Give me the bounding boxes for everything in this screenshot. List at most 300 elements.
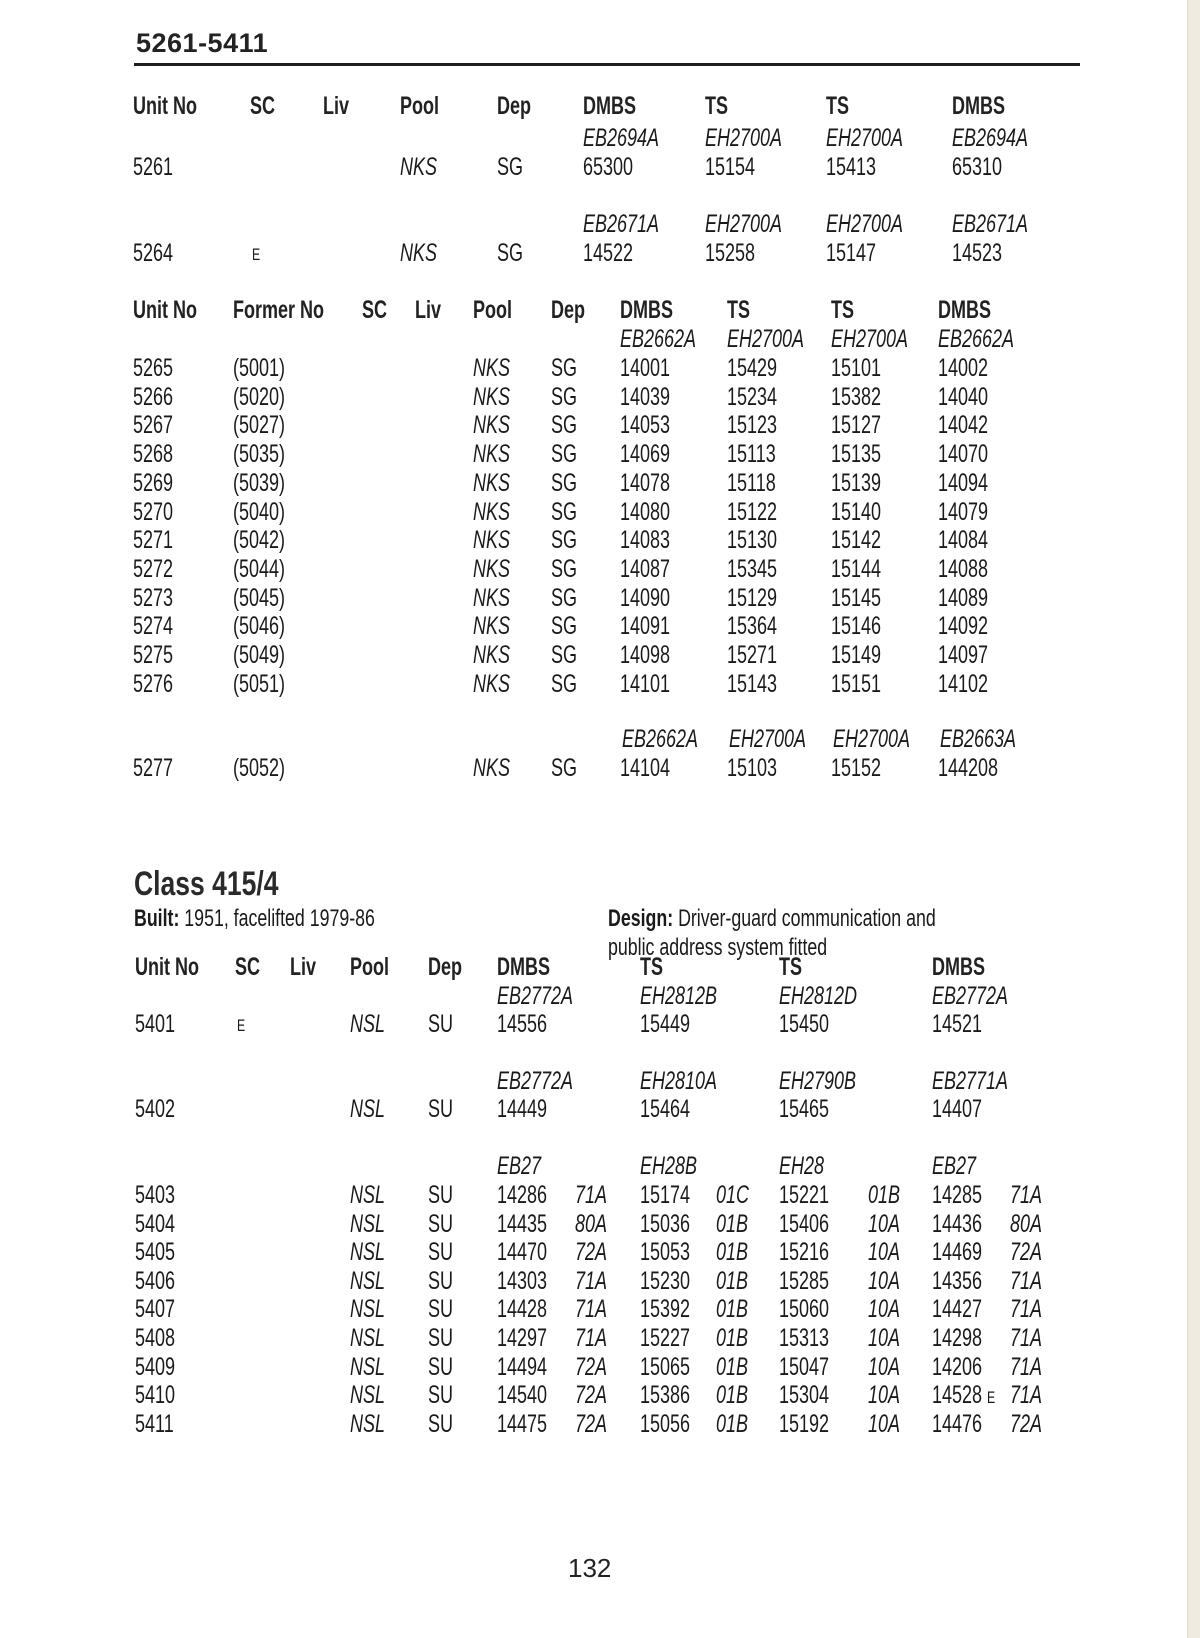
car-number [620, 498, 690, 527]
car-number-text: 14206 [932, 1352, 983, 1381]
unit-number-text: 5405 [135, 1238, 176, 1267]
former-number-text: (5044) [233, 554, 286, 583]
car-number [727, 440, 795, 469]
car-number-text: 15147 [826, 239, 877, 267]
pool-code-text: NKS [473, 641, 511, 669]
car-number-text: 14091 [620, 612, 671, 641]
unit-number-text: 5274 [133, 612, 174, 641]
car-number-text: 15304 [779, 1381, 830, 1410]
unit-number [133, 754, 189, 783]
unit-number [133, 239, 189, 268]
car-number [831, 555, 901, 584]
car-number-text: 14298 [932, 1324, 983, 1352]
depot-code-text: SU [428, 1381, 454, 1410]
car-number-text: 14435 [497, 1209, 548, 1238]
car-number-text: 14040 [938, 382, 989, 411]
car-suffix [868, 1210, 912, 1239]
car-number [640, 1010, 710, 1039]
car-number [497, 1210, 567, 1239]
depot-code-text: SG [551, 641, 578, 669]
column-header-text: TS [831, 296, 855, 324]
car-number [952, 239, 1022, 268]
car-number-text: 14097 [938, 641, 989, 669]
car-number-text: 15103 [727, 754, 778, 782]
car-suffix-text: 10A [868, 1324, 901, 1352]
car-number [727, 555, 797, 584]
column-header [133, 92, 222, 121]
design-code [932, 982, 1038, 1011]
car-number-text: 15127 [831, 411, 882, 440]
unit-number-text: 5406 [135, 1266, 176, 1295]
unit-number [133, 383, 189, 412]
design-code [940, 725, 1046, 754]
former-number-text: (5045) [233, 583, 286, 612]
car-number [826, 239, 896, 268]
car-number [938, 469, 1008, 498]
car-suffix-text: 72A [575, 1238, 608, 1267]
unit-number [135, 1181, 191, 1210]
car-number-text: 15144 [831, 554, 882, 583]
car-number-text: 15258 [705, 239, 756, 267]
pool-code-text: NSL [350, 1352, 386, 1381]
car-number-text: 14078 [620, 468, 671, 497]
unit-number-text: 5410 [135, 1381, 176, 1410]
car-number [497, 1267, 567, 1296]
car-suffix-text: 80A [1010, 1209, 1043, 1238]
car-number [938, 670, 1008, 699]
car-number-text: 15145 [831, 583, 882, 612]
car-suffix-text: 71A [575, 1295, 608, 1324]
car-suffix-text: 01B [716, 1409, 749, 1438]
car-number-text: 14494 [497, 1352, 548, 1381]
car-number [640, 1381, 710, 1410]
car-number-text: 14070 [938, 440, 989, 469]
car-number-text: 15345 [727, 554, 778, 583]
unit-number [135, 1238, 191, 1267]
sc-mark-text: E [987, 1388, 996, 1408]
depot-code [551, 584, 587, 613]
pool-code [350, 1324, 399, 1353]
car-suffix [1010, 1267, 1054, 1296]
depot-code-text: SG [551, 554, 578, 583]
pool-code [350, 1381, 399, 1410]
car-number-text: 15139 [831, 468, 882, 497]
header-rule [134, 63, 1080, 66]
column-header [583, 92, 657, 121]
pool-code [473, 354, 524, 383]
column-header [779, 953, 811, 982]
former-number-text: (5039) [233, 468, 286, 497]
car-suffix-text: 71A [1010, 1352, 1043, 1381]
design-code-text: EH28 [779, 1152, 825, 1180]
depot-code-text: SG [551, 440, 578, 469]
unit-number [133, 440, 189, 469]
column-header-text: Former No [233, 296, 325, 324]
column-header [551, 296, 598, 325]
unit-number [133, 670, 189, 699]
unit-number-text: 5409 [135, 1352, 176, 1381]
car-suffix-text: 71A [1010, 1181, 1043, 1209]
design-code-text: EB2694A [952, 124, 1029, 152]
car-suffix-text: 72A [575, 1381, 608, 1410]
pool-code [473, 498, 524, 527]
pool-code [350, 1410, 399, 1439]
column-header [473, 296, 527, 325]
pool-code-text: NSL [350, 1209, 386, 1238]
car-number [932, 1324, 1002, 1353]
pool-code-text: NSL [350, 1381, 386, 1410]
car-number-text: 14303 [497, 1266, 548, 1295]
design-code-text: EH2700A [705, 210, 783, 238]
design-code-text: EH2810A [640, 1067, 718, 1095]
pool-code [350, 1353, 399, 1382]
design-code-text: EB2771A [932, 1067, 1009, 1095]
pool-code-text: NSL [350, 1266, 386, 1295]
car-number [938, 641, 1008, 670]
car-number-text: 15118 [727, 468, 776, 497]
car-number-text: 14089 [938, 583, 989, 612]
car-number [831, 354, 901, 383]
car-number [640, 1181, 710, 1210]
car-number-text: 15386 [640, 1381, 691, 1410]
former-number-text: (5027) [233, 411, 286, 440]
car-number-text: 14528 [932, 1381, 983, 1410]
former-number [233, 526, 305, 555]
car-number [932, 1295, 1002, 1324]
car-number-text: 15227 [640, 1324, 691, 1352]
car-number [831, 584, 901, 613]
design-code [833, 725, 940, 754]
car-number [779, 1410, 849, 1439]
car-number [952, 153, 1022, 182]
column-header-text: Liv [415, 296, 442, 324]
car-number [779, 1267, 849, 1296]
depot-code [551, 555, 587, 584]
depot-code-text: SG [551, 497, 578, 526]
unit-number-text: 5269 [133, 468, 174, 497]
pool-code-text: NSL [350, 1010, 386, 1038]
car-suffix [868, 1324, 912, 1353]
car-number-text: 15152 [831, 754, 882, 782]
depot-code [551, 498, 587, 527]
depot-code [428, 1095, 463, 1124]
car-number [727, 612, 797, 641]
design-code [938, 325, 1044, 354]
car-number [779, 1095, 849, 1124]
car-number-text: 14356 [932, 1266, 983, 1295]
pool-code-text: NKS [473, 468, 511, 497]
design-code-text: EB2662A [622, 725, 699, 753]
former-number [233, 383, 305, 412]
car-suffix-text: 10A [868, 1209, 901, 1238]
design-code-text: EH2700A [729, 725, 807, 753]
car-number-text: 14285 [932, 1181, 983, 1209]
column-header [362, 296, 397, 325]
depot-code-text: SG [551, 669, 578, 698]
design-code [640, 982, 747, 1011]
car-number [938, 354, 1008, 383]
car-suffix [716, 1181, 762, 1210]
column-header [135, 953, 224, 982]
design-code [932, 1067, 1038, 1096]
pool-code [473, 555, 524, 584]
car-number-text: 14470 [497, 1238, 548, 1267]
car-number-text: 14523 [952, 239, 1003, 267]
design-code-text: EB2663A [940, 725, 1017, 753]
depot-code [428, 1410, 463, 1439]
former-number-text: (5049) [233, 641, 286, 669]
car-suffix [868, 1181, 912, 1210]
design-code-text: EB2662A [938, 325, 1015, 353]
car-number [831, 641, 901, 670]
former-number [233, 354, 305, 383]
car-number-text: 14069 [620, 440, 671, 469]
column-header-text: DMBS [938, 296, 991, 324]
car-number-text: 14428 [497, 1295, 548, 1324]
former-number-text: (5051) [233, 669, 286, 698]
car-number [705, 239, 775, 268]
built-value: 1951, facelifted 1979-86 [184, 905, 375, 932]
former-number [233, 612, 305, 641]
pool-code [473, 612, 524, 641]
former-number [233, 641, 305, 670]
car-number-text: 14436 [932, 1209, 983, 1238]
depot-code [428, 1353, 463, 1382]
depot-code [551, 469, 587, 498]
unit-number [135, 1010, 191, 1039]
column-header [705, 92, 737, 121]
design-code-text: EH2812B [640, 982, 718, 1010]
car-number-text: 15053 [640, 1238, 691, 1267]
car-number-text: 14090 [620, 583, 671, 612]
pool-code-text: NSL [350, 1324, 386, 1352]
car-number [497, 1353, 567, 1382]
car-suffix-text: 80A [575, 1209, 608, 1238]
design-code [583, 210, 689, 239]
car-number [932, 1010, 1002, 1039]
car-number-text: 15047 [779, 1352, 830, 1381]
car-number-text: 14092 [938, 612, 989, 641]
car-number [831, 670, 901, 699]
car-suffix-text: 01B [716, 1324, 749, 1352]
column-header-text: Dep [428, 953, 463, 981]
car-suffix-text: 01B [716, 1209, 749, 1238]
pool-code-text: NKS [473, 382, 511, 411]
design-code-text: EH2812D [779, 982, 858, 1010]
former-number [233, 440, 305, 469]
car-number [497, 1238, 567, 1267]
car-number [727, 641, 797, 670]
car-number [727, 469, 795, 498]
car-number [779, 1210, 849, 1239]
car-number-text: 14042 [938, 411, 989, 440]
former-number-text: (5046) [233, 612, 286, 641]
car-number [497, 1181, 567, 1210]
pool-code-text: NSL [350, 1238, 386, 1267]
car-suffix [716, 1353, 760, 1382]
car-number-text: 15192 [779, 1409, 830, 1438]
design-code-text: EB27 [497, 1152, 542, 1180]
car-number [831, 612, 901, 641]
pool-code [350, 1010, 399, 1039]
former-number [233, 584, 305, 613]
column-header-text: DMBS [932, 953, 985, 981]
car-number [497, 1324, 567, 1353]
depot-code-text: SG [497, 153, 524, 181]
car-number [779, 1010, 849, 1039]
car-number [938, 440, 1008, 469]
pool-code-text: NSL [350, 1181, 386, 1209]
pool-code [473, 584, 524, 613]
design-label: Design: [608, 905, 674, 932]
column-header-text: SC [235, 953, 261, 981]
car-number [932, 1267, 1002, 1296]
car-suffix-text: 10A [868, 1238, 901, 1267]
design-code [826, 210, 933, 239]
car-number [620, 354, 690, 383]
design-code [779, 1152, 842, 1181]
car-number [727, 354, 797, 383]
former-number-text: (5040) [233, 497, 286, 526]
car-number [620, 555, 690, 584]
car-suffix [868, 1381, 912, 1410]
pool-code-text: NKS [473, 583, 511, 612]
pool-code-text: NKS [473, 526, 511, 555]
car-number [727, 670, 797, 699]
unit-number-text: 5277 [133, 754, 174, 782]
design-code-text: EH2700A [826, 124, 904, 152]
column-header-text: DMBS [497, 953, 550, 981]
car-number [640, 1324, 710, 1353]
pool-code-text: NKS [473, 354, 511, 382]
sc-mark [987, 1388, 998, 1408]
car-number [932, 1353, 1002, 1382]
column-header-text: TS [779, 953, 803, 981]
car-number [938, 612, 1008, 641]
car-number-text: 14088 [938, 554, 989, 583]
former-number-text: (5035) [233, 440, 286, 469]
car-suffix [1010, 1210, 1054, 1239]
design-code [640, 1152, 719, 1181]
car-number-text: 15271 [727, 641, 778, 669]
unit-number [135, 1353, 191, 1382]
car-number-text: 15101 [831, 354, 882, 382]
car-number [497, 1295, 567, 1324]
depot-code [428, 1324, 463, 1353]
column-header [290, 953, 326, 982]
unit-number [133, 555, 189, 584]
pool-code-text: NSL [350, 1409, 386, 1438]
design-code [705, 124, 812, 153]
pool-code [473, 526, 524, 555]
car-suffix [575, 1267, 619, 1296]
column-header-text: Pool [400, 92, 440, 120]
car-number-text: 15413 [826, 153, 877, 181]
unit-number-text: 5264 [133, 239, 174, 267]
unit-number-text: 5273 [133, 583, 174, 612]
car-number-text: 15392 [640, 1295, 691, 1324]
unit-number-text: 5267 [133, 411, 174, 440]
car-suffix [575, 1381, 619, 1410]
car-number [831, 754, 901, 783]
depot-code-text: SU [428, 1010, 454, 1038]
column-header-text: DMBS [620, 296, 673, 324]
car-number-text: 14407 [932, 1095, 983, 1123]
car-number [497, 1095, 567, 1124]
design-code-text: EH2790B [779, 1067, 857, 1095]
depot-code [428, 1210, 463, 1239]
design-code-text: EB2772A [497, 982, 574, 1010]
former-number-text: (5020) [233, 382, 286, 411]
car-suffix [575, 1295, 619, 1324]
depot-code-text: SU [428, 1209, 454, 1238]
design-code [583, 124, 689, 153]
car-number [831, 469, 901, 498]
car-number-text: 15140 [831, 497, 882, 526]
unit-number [133, 469, 189, 498]
car-number-text: 15146 [831, 612, 882, 641]
car-number-text: 15149 [831, 641, 882, 669]
car-number-text: 14104 [620, 754, 671, 782]
car-number [932, 1095, 1002, 1124]
pool-code [350, 1181, 399, 1210]
car-number [727, 498, 797, 527]
depot-code-text: SG [551, 754, 578, 782]
unit-number [135, 1267, 191, 1296]
column-header [932, 953, 1006, 982]
car-suffix [1010, 1410, 1054, 1439]
column-header-text: TS [705, 92, 729, 120]
depot-code [428, 1010, 463, 1039]
car-number-text: 14427 [932, 1295, 983, 1324]
car-number-text: 15113 [727, 440, 776, 469]
column-header [400, 92, 454, 121]
car-number [620, 469, 690, 498]
pool-code-text: NSL [350, 1095, 386, 1123]
pool-code [473, 641, 524, 670]
car-number-text: 14469 [932, 1238, 983, 1267]
car-number [938, 555, 1008, 584]
car-suffix [575, 1181, 619, 1210]
former-number-text: (5001) [233, 354, 286, 382]
depot-code [428, 1295, 463, 1324]
car-number [727, 383, 797, 412]
car-number [640, 1410, 710, 1439]
depot-code [551, 440, 587, 469]
car-suffix [1010, 1295, 1054, 1324]
sc-code-text: E [252, 245, 261, 264]
design-line-1: Driver-guard communication and [678, 905, 936, 932]
column-header [233, 296, 359, 325]
built-label: Built: [134, 905, 180, 932]
car-number [779, 1238, 849, 1267]
depot-code [497, 239, 533, 268]
column-header-text: Dep [497, 92, 532, 120]
column-header [415, 296, 451, 325]
unit-number-text: 5261 [133, 153, 174, 181]
car-number [831, 440, 901, 469]
unit-number-text: 5266 [133, 382, 174, 411]
column-header [497, 92, 544, 121]
car-suffix [1010, 1381, 1054, 1410]
car-suffix [1010, 1238, 1054, 1267]
car-suffix-text: 71A [575, 1181, 608, 1209]
car-number [831, 526, 901, 555]
car-suffix-text: 72A [1010, 1409, 1043, 1438]
column-header-text: TS [727, 296, 751, 324]
depot-code [551, 526, 587, 555]
depot-code [551, 670, 587, 699]
